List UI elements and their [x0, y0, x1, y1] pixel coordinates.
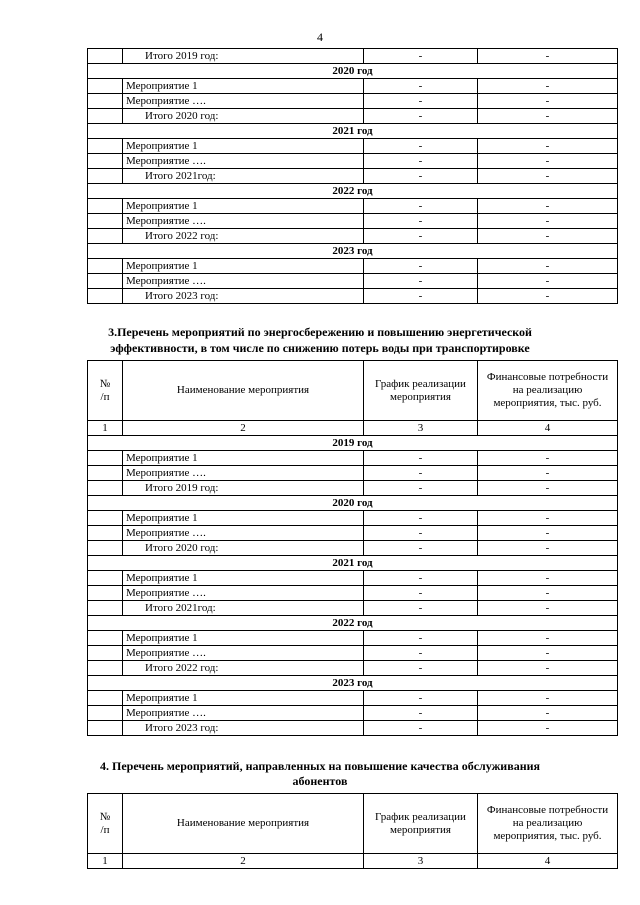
row-number-cell	[88, 721, 123, 736]
table-row	[88, 274, 618, 289]
row-number-cell	[88, 511, 123, 526]
total-row	[88, 49, 618, 64]
table-row	[88, 511, 618, 526]
table-section-2-continued	[87, 48, 618, 304]
year-heading: 2023 год	[88, 244, 618, 259]
schedule-cell: -	[364, 451, 478, 466]
total-label: Итого 2023 год:	[123, 721, 364, 736]
schedule-cell: -	[364, 109, 478, 124]
finance-cell: -	[478, 541, 618, 556]
row-number-cell	[88, 154, 123, 169]
row-number-cell	[88, 109, 123, 124]
year-heading: 2019 год	[88, 436, 618, 451]
row-number-cell	[88, 481, 123, 496]
row-number-cell	[88, 94, 123, 109]
finance-cell: -	[478, 631, 618, 646]
finance-cell: -	[478, 691, 618, 706]
finance-cell: -	[478, 199, 618, 214]
schedule-cell: -	[364, 526, 478, 541]
table-row	[88, 451, 618, 466]
activity-name: Мероприятие ….	[123, 154, 364, 169]
col-number-4: 4	[478, 854, 618, 869]
col-number-2: 2	[123, 854, 364, 869]
finance-cell: -	[478, 721, 618, 736]
col-header-schedule: График реализации мероприятия	[364, 794, 478, 854]
total-row	[88, 109, 618, 124]
activity-name: Мероприятие ….	[123, 466, 364, 481]
total-row	[88, 601, 618, 616]
schedule-cell: -	[364, 511, 478, 526]
table-row	[88, 706, 618, 721]
activity-name: Мероприятие 1	[123, 199, 364, 214]
year-heading: 2022 год	[88, 616, 618, 631]
row-number-cell	[88, 259, 123, 274]
schedule-cell: -	[364, 481, 478, 496]
row-number-cell	[88, 214, 123, 229]
year-heading: 2020 год	[88, 64, 618, 79]
activity-name: Мероприятие 1	[123, 451, 364, 466]
table-row	[88, 199, 618, 214]
activity-name: Мероприятие 1	[123, 259, 364, 274]
schedule-cell: -	[364, 154, 478, 169]
row-number-cell	[88, 601, 123, 616]
finance-cell: -	[478, 259, 618, 274]
total-row	[88, 289, 618, 304]
activity-name: Мероприятие ….	[123, 214, 364, 229]
total-row	[88, 481, 618, 496]
finance-cell: -	[478, 154, 618, 169]
finance-cell: -	[478, 79, 618, 94]
year-header-row	[88, 676, 618, 691]
col-header-num: № /п	[88, 794, 123, 854]
row-number-cell	[88, 571, 123, 586]
finance-cell: -	[478, 109, 618, 124]
schedule-cell: -	[364, 214, 478, 229]
year-header-row	[88, 436, 618, 451]
schedule-cell: -	[364, 289, 478, 304]
finance-cell: -	[478, 466, 618, 481]
schedule-cell: -	[364, 139, 478, 154]
total-row	[88, 229, 618, 244]
row-number-cell	[88, 646, 123, 661]
activity-name: Мероприятие 1	[123, 139, 364, 154]
row-number-cell	[88, 169, 123, 184]
finance-cell: -	[478, 169, 618, 184]
activity-name: Мероприятие ….	[123, 274, 364, 289]
schedule-cell: -	[364, 466, 478, 481]
activity-name: Мероприятие 1	[123, 511, 364, 526]
table-row	[88, 526, 618, 541]
finance-cell: -	[478, 706, 618, 721]
finance-cell: -	[478, 646, 618, 661]
col-number-3: 3	[364, 854, 478, 869]
row-number-cell	[88, 199, 123, 214]
activity-name: Мероприятие ….	[123, 94, 364, 109]
row-number-cell	[88, 631, 123, 646]
finance-cell: -	[478, 139, 618, 154]
finance-cell: -	[478, 511, 618, 526]
section-3-title-line-1: 3.Перечень мероприятий по энергосбережению и повышению энергетической	[108, 325, 532, 339]
row-number-cell	[88, 49, 123, 64]
col-header-schedule: График реализации мероприятия	[364, 361, 478, 421]
schedule-cell: -	[364, 631, 478, 646]
table-row	[88, 94, 618, 109]
schedule-cell: -	[364, 691, 478, 706]
activity-name: Мероприятие ….	[123, 586, 364, 601]
col-number-3: 3	[364, 421, 478, 436]
col-header-finance: Финансовые потребности на реализацию мероприятия, тыс. руб.	[478, 794, 618, 854]
row-number-cell	[88, 706, 123, 721]
year-heading: 2023 год	[88, 676, 618, 691]
row-number-cell	[88, 289, 123, 304]
year-header-row	[88, 616, 618, 631]
table-row	[88, 646, 618, 661]
total-label: Итого 2019 год:	[123, 481, 364, 496]
year-heading: 2021 год	[88, 124, 618, 139]
total-label: Итого 2022 год:	[123, 661, 364, 676]
table-section-4	[87, 793, 618, 869]
total-label: Итого 2019 год:	[123, 49, 364, 64]
finance-cell: -	[478, 586, 618, 601]
total-label: Итого 2021год:	[123, 169, 364, 184]
finance-cell: -	[478, 481, 618, 496]
total-row	[88, 169, 618, 184]
table-row	[88, 139, 618, 154]
activity-name: Мероприятие 1	[123, 691, 364, 706]
finance-cell: -	[478, 289, 618, 304]
row-number-cell	[88, 541, 123, 556]
section-4-title-line-1: 4. Перечень мероприятий, направленных на повышение качества обслуживания	[99, 759, 541, 773]
total-label: Итого 2021год:	[123, 601, 364, 616]
finance-cell: -	[478, 49, 618, 64]
col-number-2: 2	[123, 421, 364, 436]
table-row	[88, 259, 618, 274]
finance-cell: -	[478, 214, 618, 229]
row-number-cell	[88, 274, 123, 289]
schedule-cell: -	[364, 259, 478, 274]
year-header-row	[88, 124, 618, 139]
finance-cell: -	[478, 451, 618, 466]
finance-cell: -	[478, 661, 618, 676]
schedule-cell: -	[364, 586, 478, 601]
total-label: Итого 2020 год:	[123, 109, 364, 124]
col-header-name: Наименование мероприятия	[123, 794, 364, 854]
year-heading: 2020 год	[88, 496, 618, 511]
finance-cell: -	[478, 274, 618, 289]
finance-cell: -	[478, 526, 618, 541]
total-label: Итого 2020 год:	[123, 541, 364, 556]
schedule-cell: -	[364, 721, 478, 736]
activity-name: Мероприятие 1	[123, 631, 364, 646]
row-number-cell	[88, 526, 123, 541]
schedule-cell: -	[364, 49, 478, 64]
table-row	[88, 79, 618, 94]
row-number-cell	[88, 691, 123, 706]
finance-cell: -	[478, 94, 618, 109]
activity-name: Мероприятие 1	[123, 79, 364, 94]
schedule-cell: -	[364, 169, 478, 184]
table-row	[88, 631, 618, 646]
total-row	[88, 541, 618, 556]
schedule-cell: -	[364, 706, 478, 721]
col-number-1: 1	[88, 854, 123, 869]
col-header-name: Наименование мероприятия	[123, 361, 364, 421]
year-heading: 2021 год	[88, 556, 618, 571]
activity-name: Мероприятие ….	[123, 526, 364, 541]
activity-name: Мероприятие ….	[123, 706, 364, 721]
table-row	[88, 691, 618, 706]
total-label: Итого 2022 год:	[123, 229, 364, 244]
table-row	[88, 571, 618, 586]
schedule-cell: -	[364, 661, 478, 676]
row-number-cell	[88, 451, 123, 466]
year-header-row	[88, 556, 618, 571]
year-heading: 2022 год	[88, 184, 618, 199]
year-header-row	[88, 184, 618, 199]
schedule-cell: -	[364, 571, 478, 586]
row-number-cell	[88, 661, 123, 676]
schedule-cell: -	[364, 199, 478, 214]
year-header-row	[88, 64, 618, 79]
col-number-1: 1	[88, 421, 123, 436]
row-number-cell	[88, 79, 123, 94]
schedule-cell: -	[364, 229, 478, 244]
row-number-cell	[88, 466, 123, 481]
schedule-cell: -	[364, 541, 478, 556]
finance-cell: -	[478, 601, 618, 616]
col-header-finance: Финансовые потребности на реализацию мероприятия, тыс. руб.	[478, 361, 618, 421]
schedule-cell: -	[364, 79, 478, 94]
section-4-title-line-2: абонентов	[292, 774, 348, 788]
table-row	[88, 154, 618, 169]
table-row	[88, 586, 618, 601]
year-header-row	[88, 496, 618, 511]
total-label: Итого 2023 год:	[123, 289, 364, 304]
finance-cell: -	[478, 229, 618, 244]
total-row	[88, 661, 618, 676]
col-number-4: 4	[478, 421, 618, 436]
year-header-row	[88, 244, 618, 259]
section-3-title-line-2: эффективности, в том числе по снижению потерь воды при транспортировке	[110, 341, 530, 355]
schedule-cell: -	[364, 274, 478, 289]
schedule-cell: -	[364, 646, 478, 661]
row-number-cell	[88, 229, 123, 244]
row-number-cell	[88, 586, 123, 601]
page-number: 4	[317, 30, 323, 44]
table-row	[88, 466, 618, 481]
table-section-3	[87, 360, 618, 736]
total-row	[88, 721, 618, 736]
schedule-cell: -	[364, 94, 478, 109]
schedule-cell: -	[364, 601, 478, 616]
row-number-cell	[88, 139, 123, 154]
finance-cell: -	[478, 571, 618, 586]
table-row	[88, 214, 618, 229]
activity-name: Мероприятие 1	[123, 571, 364, 586]
activity-name: Мероприятие ….	[123, 646, 364, 661]
col-header-num: № /п	[88, 361, 123, 421]
